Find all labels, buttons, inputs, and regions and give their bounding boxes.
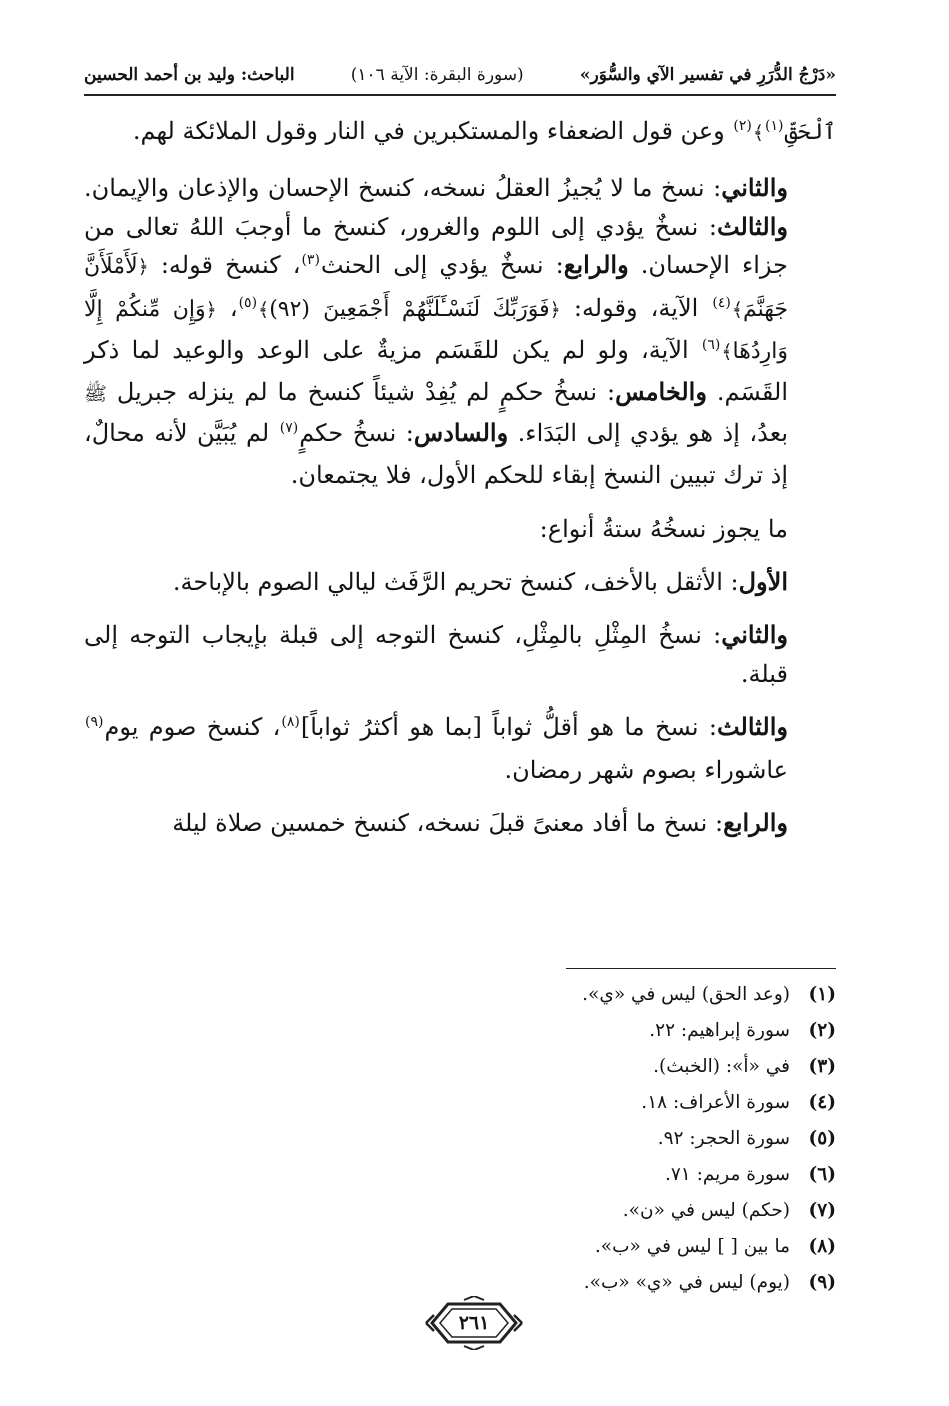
- paragraph-5: [84, 616, 836, 693]
- quran-bracket-close: ﴾: [752, 122, 764, 144]
- page-number: ٢٦١: [458, 1312, 490, 1334]
- main-text: [84, 112, 836, 843]
- quran-bracket-close: ﴾: [721, 341, 733, 364]
- footnote-text: ما بين [ ] ليس في «ب».: [594, 1236, 790, 1257]
- paragraph-4: [84, 563, 836, 601]
- quran-bracket-close: ﴾: [258, 298, 270, 321]
- footnote-text: في «أ»: (الخبث).: [653, 1056, 790, 1077]
- ayah-number-value: ٩٢: [277, 296, 302, 322]
- paragraph-text: : نسخُ حكمٍ لم يُفِدْ شيئاً كنسخ ما لم ينزله جبريل: [106, 378, 616, 407]
- paragraph-text: ،: [216, 293, 238, 322]
- footnote: [340, 1157, 836, 1193]
- paragraph-text: ، كنسخ صوم يوم: [104, 713, 281, 742]
- footnote-text: (يوم) ليس في «ي» «ب».: [583, 1272, 790, 1293]
- footnote-marker-2: (٢): [733, 118, 752, 134]
- quran-bracket-open: ﴿: [137, 256, 149, 279]
- footnote: [340, 1229, 836, 1265]
- paragraph-text: : نسخ ما هو أقلُّ ثواباً [بما هو أكثرُ ثواباً]: [300, 713, 717, 742]
- footnote-number: (٢): [808, 1020, 836, 1041]
- paragraph-text: : الأثقل بالأخف، كنسخ تحريم الرَّفَث ليالي الصوم بالإباحة.: [172, 568, 739, 597]
- footnote-number: (٩): [808, 1272, 836, 1293]
- keyword-second: والثاني: [721, 173, 788, 203]
- quran-quote: لَأَمْلَأَنَّ جَهَنَّمَ: [84, 254, 788, 322]
- footnote-number: (٦): [808, 1164, 836, 1185]
- footnote: [340, 1085, 836, 1121]
- footnote-number: (١): [808, 984, 836, 1005]
- paragraph-text: : نسخُ حكمٍ: [299, 418, 414, 447]
- paragraph-1: [84, 112, 836, 154]
- quran-quote: ٱلْحَقِّ: [784, 120, 836, 145]
- footnote-text: سورة مريم: ٧١.: [664, 1164, 790, 1185]
- footnote-number: (٥): [808, 1128, 836, 1149]
- header-sura-reference: (سورة البقرة: الآية ١٠٦): [350, 65, 524, 85]
- header-researcher: الباحث: وليد بن أحمد الحسين: [84, 65, 295, 85]
- quran-bracket-close: ﴾: [731, 298, 743, 321]
- ayah-number: (٩٢): [269, 296, 311, 322]
- paragraph-6: [84, 708, 836, 789]
- quran-bracket-open: ﴿: [549, 298, 561, 321]
- header-divider: [84, 94, 836, 96]
- paragraph-text: عاشوراء بصوم شهر رمضان.: [504, 755, 788, 784]
- footnote-text: سورة الحجر: ٩٢.: [657, 1128, 790, 1149]
- footnotes-list: [340, 977, 836, 1301]
- keyword-second: والثاني: [721, 620, 789, 650]
- paragraph-2: [84, 169, 836, 494]
- footnote-marker-7: (٧): [279, 419, 299, 436]
- footnote-text: (وعد الحق) ليس في «ي».: [582, 984, 790, 1005]
- footnote: [340, 1121, 836, 1157]
- quran-bracket-open: ﴿: [205, 298, 217, 321]
- quran-quote: فَوَرَبِّكَ لَنَسْـَٔلَنَّهُمْ أَجْمَعِينَ: [323, 296, 550, 322]
- footnote-text: سورة الأعراف: ١٨.: [641, 1092, 790, 1113]
- page-header: [84, 62, 836, 88]
- footnote: [340, 1193, 836, 1229]
- paragraph-text: لم يُبَيَّن لأنه محالٌ، إذ ترك تبيين النسخ إبقاء للحكم الأول، فلا يجتمعان.: [84, 418, 788, 490]
- keyword-third: والثالث: [716, 712, 788, 742]
- page-number-ornament: [424, 1296, 524, 1350]
- keyword-sixth: والسادس: [413, 417, 509, 447]
- paragraph-3: ما يجوز نسخُهُ ستةُ أنواع:: [539, 514, 788, 543]
- footnote-divider: [566, 968, 836, 969]
- footnote-marker-5: (٥): [238, 294, 258, 311]
- keyword-fourth: والرابع: [563, 250, 629, 280]
- footnote: [340, 1013, 836, 1049]
- header-book-title: «دَرْجُ الدُّرَرِ في تفسير الآي والسُّوَر»: [579, 65, 836, 85]
- paragraph-text: بعدُ، إذ هو يؤدي إلى البَدَاء.: [508, 418, 788, 447]
- footnote-marker-3: (٣): [301, 252, 320, 269]
- paragraph-7: [84, 804, 836, 842]
- paragraph-text: : نسخُ المِثْلِ بالمِثْلِ، كنسخ التوجه إلى قبلة بإيجاب التوجه إلى قبلة.: [84, 621, 788, 688]
- paragraph-text: الآية، ولو لم يكن للقَسَم مزيةٌ على الوعد والوعيد لما ذكر القَسَم.: [84, 336, 788, 407]
- paragraph-text: : نسخ ما أفاد معنىً قبلَ نسخه، كنسخ خمسين صلاة ليلة: [172, 809, 724, 838]
- footnote-marker-1: (١): [764, 118, 784, 134]
- keyword-fifth: والخامس: [615, 377, 707, 407]
- paragraph-text: وعن قول الضعفاء والمستكبرين في النار وقول الملائكة لهم.: [132, 117, 733, 145]
- footnote-number: (٨): [808, 1236, 836, 1257]
- paragraph-text: : نسخٌ يؤدي إلى اللوم والغرور، كنسخ ما أوجبَ اللهُ تعالى من جزاء الإحسان.: [84, 212, 789, 280]
- footnote: [340, 977, 836, 1013]
- honorific-glyph: ﷺ: [84, 383, 107, 406]
- footnote: [340, 1265, 836, 1301]
- paragraph-text: : نسخٌ يؤدي إلى الحنث: [320, 251, 564, 280]
- keyword-fourth: والرابع: [723, 808, 788, 838]
- footnote-number: (٣): [808, 1056, 836, 1077]
- quran-quote: وَإِن مِّنكُمْ إِلَّا وَارِدُهَا: [84, 296, 788, 365]
- footnote-number: (٧): [808, 1200, 836, 1221]
- keyword-first: الأول: [738, 567, 788, 597]
- paragraph-text: : نسخ ما لا يُجيزُ العقلُ نسخه، كنسخ الإحسان والإذعان والإيمان.: [84, 174, 722, 203]
- footnote-text: (حكم) ليس في «ن».: [622, 1200, 790, 1221]
- paragraph-text: ، كنسخ قوله:: [148, 251, 301, 280]
- footnote-number: (٤): [808, 1092, 836, 1113]
- footnote-marker-4: (٤): [712, 294, 731, 311]
- keyword-third: والثالث: [716, 211, 788, 241]
- footnote-marker-6: (٦): [701, 337, 721, 354]
- footnote: [340, 1049, 836, 1085]
- footnote-marker-8: (٨): [281, 714, 300, 731]
- footnote-marker-9: (٩): [85, 714, 104, 731]
- paragraph-text: الآية، وقوله:: [560, 293, 712, 322]
- footnote-text: سورة إبراهيم: ٢٢.: [649, 1020, 790, 1041]
